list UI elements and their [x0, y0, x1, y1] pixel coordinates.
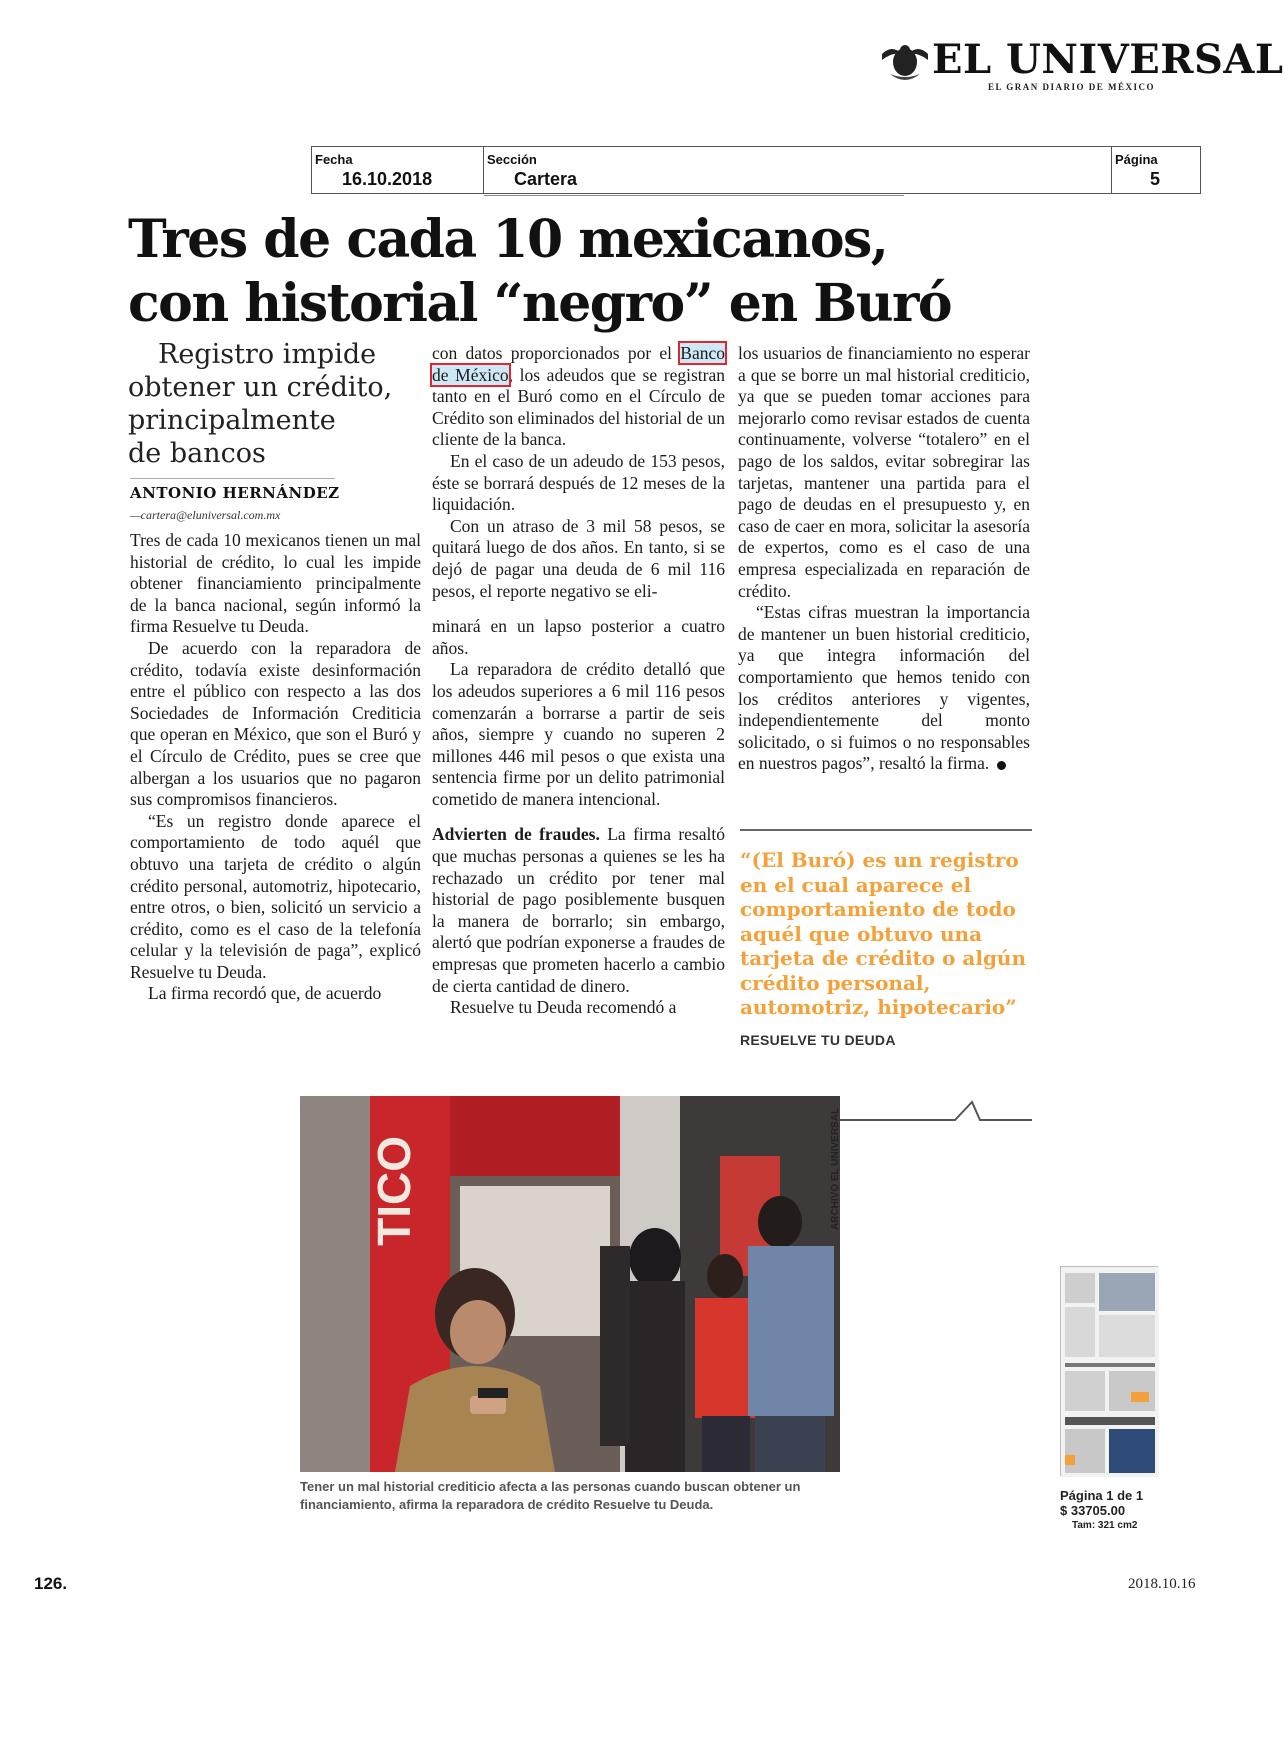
eagle-icon: [880, 40, 930, 84]
deck-line-4: de bancos: [128, 438, 266, 469]
clipping-number: 126.: [34, 1574, 68, 1593]
thumbnail-size: Tam: 321 cm2: [1072, 1520, 1138, 1531]
page-thumbnail: [1060, 1266, 1158, 1476]
deck-divider: [130, 478, 335, 479]
paragraph: [432, 343, 725, 451]
article-column-1: [130, 530, 421, 1005]
deck-line-2: obtener un crédito,: [128, 372, 393, 403]
pagina-cell: [1112, 147, 1200, 193]
paragraph: La reparadora de crédito detalló que los adeudos superiores a 6 mil 116 pesos comenzarán a borrarse a partir de seis años, siempre y cuando no superen 2 millones 446 mil pesos o que exista una sentencia firme por un delito patrimonial cometido de manera intencional.: [432, 659, 725, 809]
clipping-info-box: [311, 146, 1201, 194]
pagina-value: 5: [1150, 169, 1161, 189]
masthead: [880, 36, 1284, 96]
seccion-value: Cartera: [514, 169, 578, 189]
thumbnail-info: [1060, 1488, 1143, 1533]
pagina-label: Página: [1115, 152, 1158, 167]
paragraph-text: con datos proporcionados por el: [432, 343, 673, 363]
highlighted-term: Banco de México: [432, 343, 725, 385]
pullquote: “(El Buró) es un registro en el cual aparece el comportamiento de todo aquél que obtuvo una tarjeta de crédito o algún crédito personal, automotriz, hipotecario”: [740, 848, 1027, 1019]
thumbnail-page-count: Página 1 de 1: [1060, 1488, 1144, 1503]
end-mark-icon: [997, 761, 1006, 770]
seccion-cell: [484, 147, 1112, 193]
clipping-date: 2018.10.16: [1128, 1576, 1196, 1592]
headline-line-2: con historial “negro” en Buró: [128, 273, 952, 334]
photo-credit-text: ARCHIVO EL UNIVERSAL: [830, 1107, 841, 1230]
paragraph: los usuarios de financiamiento no esperar a que se borre un mal historial crediticio, ya que se pueden tomar acciones para mejorarlo como revisar estados de cuenta continuamente, volverse “totalero” en el pago de los saldos, evitar sobregirar las tarjetas, mantener una partida para el pago de deudas en el presupuesto y, en caso de caer en mora, solicitar la asesoría de expertos, como es el caso de una empresa especializada en reparación de crédito.: [738, 343, 1030, 601]
seccion-label: Sección: [487, 152, 537, 167]
article-photo: [300, 1096, 840, 1472]
photo-caption: Tener un mal historial crediticio afecta a las personas cuando buscan obtener un financiamiento, afirma la reparadora de crédito Resuelve tu Deuda.: [300, 1479, 801, 1512]
paragraph: “Es un registro donde aparece el comportamiento de todo aquél que obtuvo una tarjeta de crédito o algún crédito personal, automotriz, hipotecario, entre otros, o bien, solicitó un servicio a crédito, como es el caso de la telefonía celular y la televisión de paga”, explicó Resuelve tu Deuda.: [130, 810, 421, 982]
headline-line-1: Tres de cada 10 mexicanos,: [128, 209, 888, 270]
article-column-2: [432, 343, 725, 1019]
newspaper-logo: EL UNIVERSAL: [932, 36, 1284, 83]
bank-queue-photo: [300, 1096, 840, 1472]
paragraph: La firma recordó que, de acuerdo: [148, 983, 382, 1004]
newspaper-tagline: EL GRAN DIARIO DE MÉXICO: [988, 82, 1156, 92]
paragraph: [432, 824, 725, 997]
fecha-label: Fecha: [315, 152, 353, 167]
fecha-cell: [312, 147, 484, 193]
fecha-value: 16.10.2018: [342, 169, 433, 189]
article-headline: [128, 208, 1028, 336]
subhead-runin: Advierten de fraudes.: [432, 824, 600, 845]
thumbnail-price: $ 33705.00: [1060, 1503, 1126, 1518]
paragraph-text: La firma resaltó que muchas personas a quienes se les ha rechazado un crédito por tener mal historial de pago posiblemente busquen la manera de borrarlo; sin embargo, alertó que podrían exponerse a fraudes de empresas que prometen hacerlo a cambio de cierta cantidad de dinero.: [432, 824, 725, 996]
deck-line-3: principalmente: [128, 405, 336, 436]
deck-line-1: Registro impide: [158, 339, 377, 370]
pullquote-rule-top: [740, 829, 1032, 831]
author-email: —cartera@eluniversal.com.mx: [130, 508, 281, 522]
paragraph: Resuelve tu Deuda recomendó a: [450, 997, 677, 1018]
page-thumbnail-graphic: [1061, 1267, 1159, 1477]
paragraph-text: “Estas cifras muestran la importancia de mantener un buen historial crediticio, ya que integra información del comportamiento que hemos tenido con los créditos anteriores y vigentes, independientemente del monto solicitado, o si fuimos o no responsables en nuestros pagos”, resaltó la firma.: [738, 602, 1030, 774]
byline: ANTONIO HERNÁNDEZ: [130, 484, 340, 502]
paragraph: De acuerdo con la reparadora de crédito, todavía existe desinformación entre el público con respecto a las dos Sociedades de Información Crediticia que operan en México, que son el Buró y el Círculo de Crédito, pues se cree que albergan a los usuarios que no pagaron sus compromisos financieros.: [130, 637, 421, 810]
seccion-underline: [484, 195, 904, 196]
photo-credit: [830, 1100, 844, 1240]
article-deck: [128, 338, 428, 470]
paragraph-text: , los adeudos que se registran tanto en el Buró como en el Círculo de Crédito son eliminados del historial de un cliente de la banca.: [432, 364, 725, 450]
paragraph: [738, 602, 1030, 775]
paragraph: Con un atraso de 3 mil 58 pesos, se quitará luego de dos años. En tanto, si se dejó de pagar una deuda de 6 mil 116 pesos, el reporte negativo se eli-: [432, 515, 725, 601]
bank-sign-text: TICO: [368, 1136, 420, 1246]
paragraph: En el caso de un adeudo de 153 pesos, éste se borrará después de 12 meses de la liquidación.: [432, 450, 725, 515]
paragraph: minará en un lapso posterior a cuatro años.: [432, 616, 725, 658]
pullquote-credit: RESUELVE TU DEUDA: [740, 1032, 896, 1048]
paragraph: Tres de cada 10 mexicanos tienen un mal historial de crédito, lo cual les impide obtener financiamiento principalmente de la banca nacional, según informó la firma Resuelve tu Deuda.: [130, 530, 421, 637]
article-column-3: [738, 343, 1030, 775]
